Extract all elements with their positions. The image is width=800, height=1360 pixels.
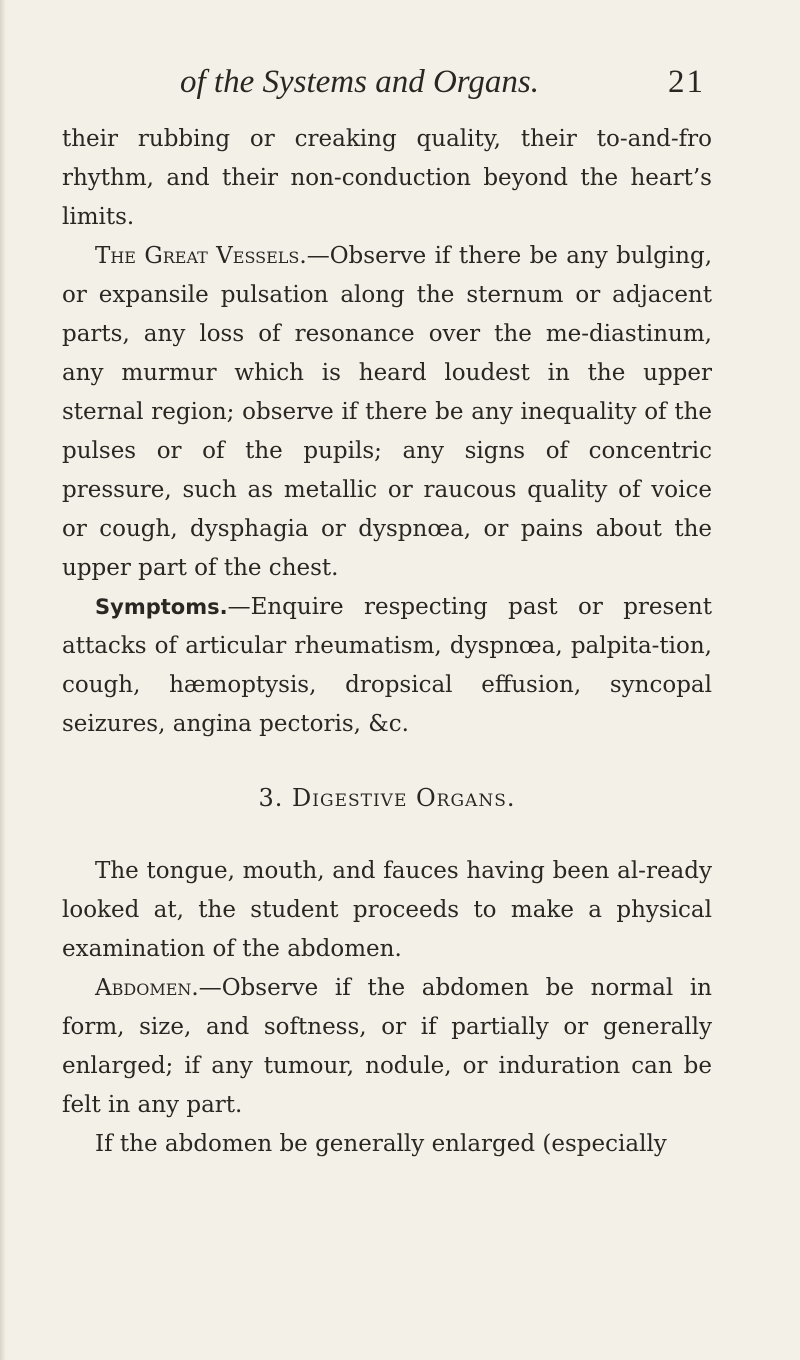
body-text [62,120,712,1164]
paragraph-abdomen [62,969,712,1125]
paragraph-symptoms [62,588,712,744]
running-title: of the Systems and Organs. [180,64,540,100]
running-header [180,62,705,102]
paragraph-abdomen-enlarged: If the abdomen be generally enlarged (especially [95,1131,667,1157]
paragraph-great-vessels [62,237,712,588]
great-vessels-body: —Observe if there be any bulging, or expansile pulsation along the sternum or adjacent parts, any loss of resonance over the me-diastinum, any murmur which is heard loudest in the upper sternal region; observe if there be any inequality of the pulses or of the pupils; any signs of concentric pressure, such as metallic or raucous quality of voice or cough, dysphagia or dyspnœa, or pains about the upper part of the chest. [62,243,712,581]
page-edge [0,0,6,1360]
paragraph-heart-sounds: their rubbing or creaking quality, their to-and-fro rhythm, and their non-conduction beyond the heart’s limits. [62,126,712,230]
abdomen-body: —Observe if the abdomen be normal in form, size, and softness, or if partially or generally enlarged; if any tumour, nodule, or induration can be felt in any part. [62,975,712,1118]
great-vessels-lead: The Great Vessels. [95,243,307,269]
paragraph-digestive-intro: The tongue, mouth, and fauces having been al-ready looked at, the student proceeds to make a physical examination of the abdomen. [62,858,712,962]
section-heading-digestive-organs: 3. Digestive Organs. [258,784,516,812]
symptoms-lead: Symptoms. [95,595,228,619]
symptoms-body: —Enquire respecting past or present attacks of articular rheumatism, dyspnœa, palpita-tion, cough, hæmoptysis, dropsical effusion, syncopal seizures, angina pectoris, &c. [62,594,712,737]
page-number: 21 [668,64,705,100]
abdomen-lead: Abdomen. [95,975,199,1001]
